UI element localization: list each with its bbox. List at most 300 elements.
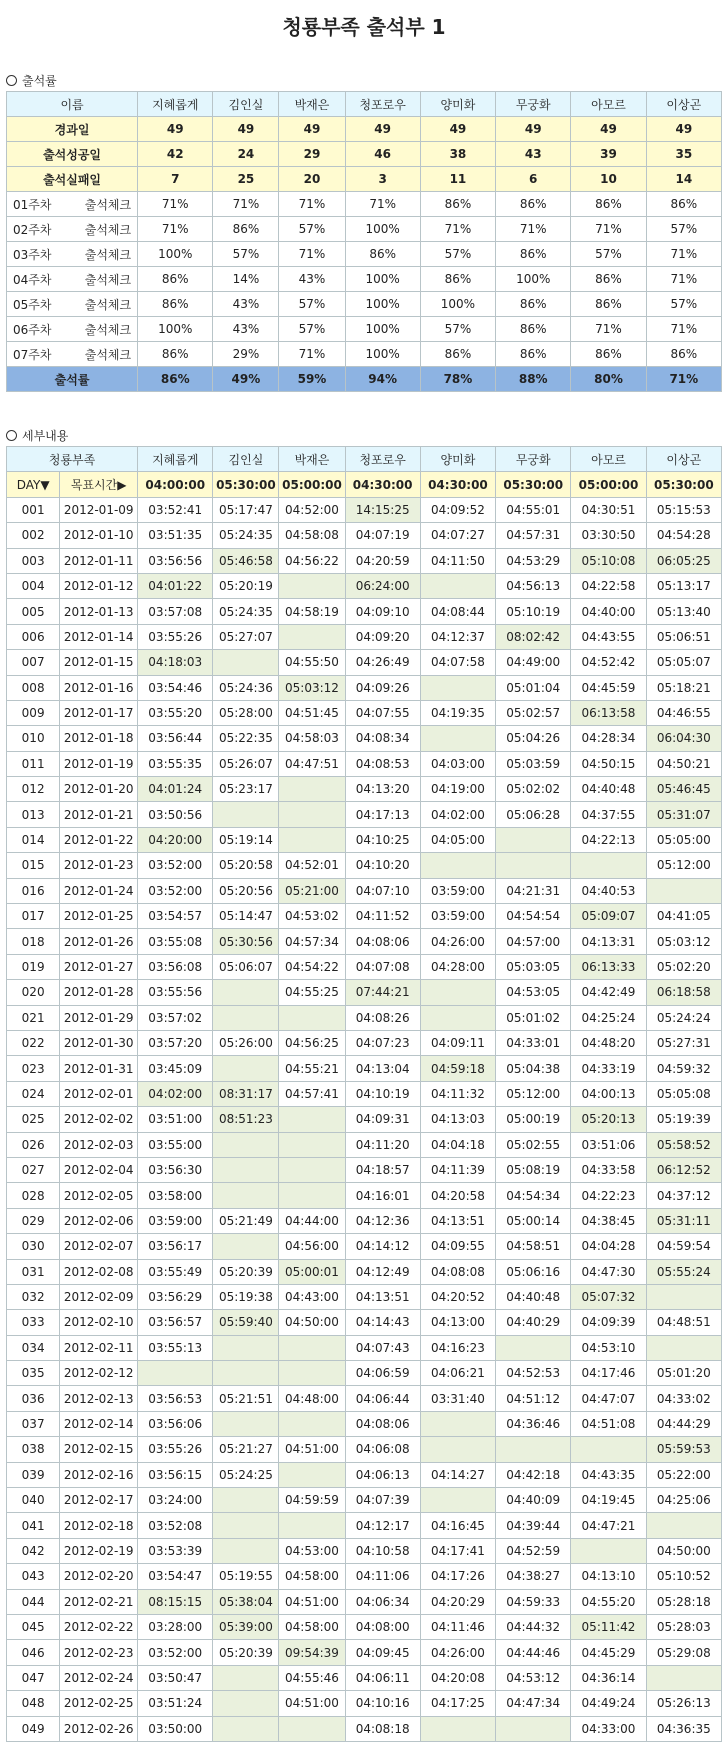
check-in-time: 03:54:47 [138, 1564, 213, 1589]
day-date: 2012-02-04 [60, 1157, 138, 1182]
check-in-time: 04:20:59 [345, 548, 420, 573]
day-number: 034 [7, 1335, 60, 1360]
week-rate: 71% [420, 217, 495, 242]
check-in-time: 04:28:00 [420, 954, 495, 979]
check-in-time: 04:57:31 [496, 523, 571, 548]
check-in-time [213, 650, 279, 675]
check-in-time: 04:40:53 [571, 878, 646, 903]
check-in-time: 04:04:18 [420, 1132, 495, 1157]
check-in-time [420, 1488, 495, 1513]
check-in-time [646, 1513, 721, 1538]
elapsed-value: 49 [138, 117, 213, 142]
check-in-time: 03:56:08 [138, 954, 213, 979]
detail-header-row [7, 447, 722, 472]
attendance-rate-value: 86% [138, 367, 213, 392]
check-in-time: 04:13:51 [345, 1284, 420, 1309]
check-in-time: 03:52:00 [138, 878, 213, 903]
check-in-time: 04:13:31 [571, 929, 646, 954]
week-rate: 100% [345, 267, 420, 292]
day-row [7, 1488, 722, 1513]
check-in-time: 04:22:13 [571, 827, 646, 852]
check-in-time: 05:06:28 [496, 802, 571, 827]
check-in-time: 04:07:55 [345, 700, 420, 725]
check-in-time: 04:38:27 [496, 1564, 571, 1589]
check-in-time: 04:55:01 [496, 497, 571, 522]
week-check-label: 출석체크 [84, 222, 132, 237]
check-in-time: 04:11:46 [420, 1614, 495, 1639]
check-in-time: 04:06:21 [420, 1361, 495, 1386]
check-in-time: 04:12:49 [345, 1259, 420, 1284]
check-in-time: 04:40:48 [571, 777, 646, 802]
day-row [7, 1056, 722, 1081]
check-in-time: 03:52:08 [138, 1513, 213, 1538]
check-in-time: 04:13:10 [571, 1564, 646, 1589]
check-in-time: 04:10:16 [345, 1691, 420, 1716]
week-check-label: 출석체크 [84, 247, 132, 262]
check-in-time: 05:21:00 [279, 878, 345, 903]
member-name-header: 지혜롭게 [138, 92, 213, 117]
week-rate: 57% [213, 242, 279, 267]
check-in-time: 04:16:45 [420, 1513, 495, 1538]
check-in-time: 03:51:06 [571, 1132, 646, 1157]
check-in-time: 04:55:21 [279, 1056, 345, 1081]
check-in-time: 06:04:30 [646, 726, 721, 751]
check-in-time: 08:15:15 [138, 1589, 213, 1614]
elapsed-value: 49 [646, 117, 721, 142]
week-rate: 100% [345, 292, 420, 317]
check-in-time: 05:04:26 [496, 726, 571, 751]
day-number: 016 [7, 878, 60, 903]
check-in-time: 04:40:09 [496, 1488, 571, 1513]
check-in-time: 05:28:03 [646, 1614, 721, 1639]
check-in-time: 08:51:23 [213, 1107, 279, 1132]
check-in-time: 04:33:02 [646, 1386, 721, 1411]
target-time: 05:00:00 [279, 472, 345, 497]
check-in-time: 04:20:00 [138, 827, 213, 852]
day-number: 032 [7, 1284, 60, 1309]
attendance-rate-value: 71% [646, 367, 721, 392]
check-in-time: 05:19:38 [213, 1284, 279, 1309]
check-in-time: 04:36:35 [646, 1716, 721, 1741]
day-date: 2012-02-22 [60, 1614, 138, 1639]
check-in-time: 05:18:21 [646, 675, 721, 700]
day-number: 031 [7, 1259, 60, 1284]
check-in-time: 06:24:00 [345, 573, 420, 598]
day-row [7, 675, 722, 700]
elapsed-value: 49 [213, 117, 279, 142]
check-in-time: 04:08:44 [420, 599, 495, 624]
check-in-time: 03:56:29 [138, 1284, 213, 1309]
week-check-label: 출석체크 [84, 322, 132, 337]
success-value: 38 [420, 142, 495, 167]
check-in-time [279, 1157, 345, 1182]
check-in-time: 05:26:13 [646, 1691, 721, 1716]
check-in-time: 05:21:51 [213, 1386, 279, 1411]
day-row [7, 1234, 722, 1259]
member-name-header: 청포로우 [345, 92, 420, 117]
check-in-time: 04:03:00 [420, 751, 495, 776]
check-in-time: 04:13:20 [345, 777, 420, 802]
check-in-time: 05:13:40 [646, 599, 721, 624]
check-in-time: 04:06:59 [345, 1361, 420, 1386]
check-in-time: 05:24:24 [646, 1005, 721, 1030]
check-in-time: 04:07:10 [345, 878, 420, 903]
check-in-time [646, 1284, 721, 1309]
day-row [7, 1513, 722, 1538]
day-row [7, 1259, 722, 1284]
day-date: 2012-01-27 [60, 954, 138, 979]
check-in-time: 05:46:45 [646, 777, 721, 802]
day-row [7, 726, 722, 751]
week-check-label: 출석체크 [84, 347, 132, 362]
check-in-time: 04:47:07 [571, 1386, 646, 1411]
check-in-time: 04:39:44 [496, 1513, 571, 1538]
day-number: 013 [7, 802, 60, 827]
check-in-time: 04:08:06 [345, 1411, 420, 1436]
success-value: 24 [213, 142, 279, 167]
elapsed-row [7, 117, 722, 142]
check-in-time: 03:28:00 [138, 1614, 213, 1639]
fail-value: 10 [571, 167, 646, 192]
day-row [7, 1208, 722, 1233]
check-in-time: 04:09:20 [345, 624, 420, 649]
check-in-time [213, 802, 279, 827]
check-in-time: 05:21:49 [213, 1208, 279, 1233]
check-in-time: 04:16:23 [420, 1335, 495, 1360]
check-in-time: 04:19:35 [420, 700, 495, 725]
check-in-time [496, 827, 571, 852]
check-in-time: 04:09:52 [420, 497, 495, 522]
check-in-time: 03:56:53 [138, 1386, 213, 1411]
check-in-time: 03:56:57 [138, 1310, 213, 1335]
check-in-time: 04:38:45 [571, 1208, 646, 1233]
check-in-time: 04:10:58 [345, 1538, 420, 1563]
week-label [7, 217, 138, 242]
check-in-time: 04:21:31 [496, 878, 571, 903]
fail-value: 20 [279, 167, 345, 192]
day-number: 019 [7, 954, 60, 979]
week-row [7, 317, 722, 342]
check-in-time: 05:15:53 [646, 497, 721, 522]
day-row [7, 1107, 722, 1132]
attendance-rate-value: 88% [496, 367, 571, 392]
day-date: 2012-01-19 [60, 751, 138, 776]
check-in-time [279, 1513, 345, 1538]
day-row [7, 1310, 722, 1335]
day-date: 2012-01-15 [60, 650, 138, 675]
elapsed-value: 49 [279, 117, 345, 142]
check-in-time: 04:51:00 [279, 1691, 345, 1716]
day-number: 024 [7, 1081, 60, 1106]
summary-table [6, 91, 722, 392]
day-number: 008 [7, 675, 60, 700]
check-in-time: 04:00:13 [571, 1081, 646, 1106]
day-number: 023 [7, 1056, 60, 1081]
day-number: 046 [7, 1640, 60, 1665]
day-date: 2012-01-12 [60, 573, 138, 598]
day-row [7, 573, 722, 598]
day-row [7, 1462, 722, 1487]
day-date: 2012-02-20 [60, 1564, 138, 1589]
check-in-time: 04:51:45 [279, 700, 345, 725]
check-in-time: 03:31:40 [420, 1386, 495, 1411]
check-in-time: 04:14:27 [420, 1462, 495, 1487]
week-label [7, 242, 138, 267]
check-in-time: 04:52:53 [496, 1361, 571, 1386]
day-date: 2012-02-25 [60, 1691, 138, 1716]
day-date: 2012-01-28 [60, 980, 138, 1005]
check-in-time: 04:56:22 [279, 548, 345, 573]
day-date: 2012-01-11 [60, 548, 138, 573]
week-rate: 57% [646, 292, 721, 317]
check-in-time: 04:13:04 [345, 1056, 420, 1081]
check-in-time: 04:51:00 [279, 1589, 345, 1614]
day-row [7, 980, 722, 1005]
week-label [7, 342, 138, 367]
check-in-time: 04:36:14 [571, 1665, 646, 1690]
check-in-time: 04:44:32 [496, 1614, 571, 1639]
check-in-time [420, 1005, 495, 1030]
week-rate: 71% [279, 342, 345, 367]
elapsed-value: 49 [345, 117, 420, 142]
check-in-time [571, 1538, 646, 1563]
check-in-time: 04:45:59 [571, 675, 646, 700]
check-in-time [279, 1107, 345, 1132]
week-rate: 100% [138, 242, 213, 267]
day-date: 2012-01-09 [60, 497, 138, 522]
day-number: 017 [7, 904, 60, 929]
day-date: 2012-02-19 [60, 1538, 138, 1563]
check-in-time: 04:59:59 [279, 1488, 345, 1513]
day-row [7, 1614, 722, 1639]
day-date: 2012-02-21 [60, 1589, 138, 1614]
success-value: 42 [138, 142, 213, 167]
check-in-time: 04:07:27 [420, 523, 495, 548]
member-name-header: 양미화 [420, 92, 495, 117]
day-row [7, 929, 722, 954]
check-in-time: 04:54:34 [496, 1183, 571, 1208]
check-in-time: 04:55:25 [279, 980, 345, 1005]
check-in-time: 06:13:58 [571, 700, 646, 725]
day-number: 011 [7, 751, 60, 776]
day-date: 2012-01-17 [60, 700, 138, 725]
check-in-time: 04:26:00 [420, 929, 495, 954]
check-in-time: 04:17:25 [420, 1691, 495, 1716]
day-row [7, 548, 722, 573]
check-in-time: 03:50:00 [138, 1716, 213, 1741]
check-in-time [279, 1462, 345, 1487]
check-in-time: 05:31:11 [646, 1208, 721, 1233]
check-in-time [646, 1335, 721, 1360]
check-in-time: 06:12:52 [646, 1157, 721, 1182]
check-in-time: 04:41:05 [646, 904, 721, 929]
check-in-time: 04:51:08 [571, 1411, 646, 1436]
day-row [7, 700, 722, 725]
check-in-time: 04:42:18 [496, 1462, 571, 1487]
check-in-time: 04:11:50 [420, 548, 495, 573]
check-in-time [420, 980, 495, 1005]
week-check-label: 출석체크 [84, 197, 132, 212]
day-row [7, 1716, 722, 1741]
check-in-time: 05:04:38 [496, 1056, 571, 1081]
check-in-time [213, 1361, 279, 1386]
member-name-header: 지혜롭게 [138, 447, 213, 472]
check-in-time: 03:55:08 [138, 929, 213, 954]
week-rate: 71% [646, 242, 721, 267]
check-in-time: 05:03:12 [646, 929, 721, 954]
week-rate: 71% [345, 192, 420, 217]
day-date: 2012-01-29 [60, 1005, 138, 1030]
check-in-time: 03:52:00 [138, 853, 213, 878]
check-in-time: 04:50:15 [571, 751, 646, 776]
week-rate: 100% [345, 317, 420, 342]
check-in-time: 04:58:03 [279, 726, 345, 751]
week-rate: 57% [420, 317, 495, 342]
check-in-time: 04:16:01 [345, 1183, 420, 1208]
check-in-time: 04:50:21 [646, 751, 721, 776]
check-in-time: 05:31:07 [646, 802, 721, 827]
day-date: 2012-01-25 [60, 904, 138, 929]
week-label [7, 292, 138, 317]
target-time: 04:30:00 [345, 472, 420, 497]
target-time-label: 목표시간▶ [60, 472, 138, 497]
check-in-time: 04:55:20 [571, 1589, 646, 1614]
check-in-time: 03:58:00 [138, 1183, 213, 1208]
check-in-time: 03:59:00 [138, 1208, 213, 1233]
day-row [7, 1665, 722, 1690]
check-in-time: 04:40:00 [571, 599, 646, 624]
check-in-time: 05:29:08 [646, 1640, 721, 1665]
check-in-time: 05:58:52 [646, 1132, 721, 1157]
week-rate: 86% [571, 267, 646, 292]
check-in-time: 04:17:13 [345, 802, 420, 827]
name-header: 이름 [7, 92, 138, 117]
attendance-rate-row [7, 367, 722, 392]
check-in-time: 05:26:00 [213, 1030, 279, 1055]
day-date: 2012-01-21 [60, 802, 138, 827]
check-in-time: 04:09:10 [345, 599, 420, 624]
day-row [7, 1386, 722, 1411]
check-in-time: 04:01:22 [138, 573, 213, 598]
check-in-time: 04:08:34 [345, 726, 420, 751]
week-rate: 100% [496, 267, 571, 292]
fail-value: 14 [646, 167, 721, 192]
target-time: 04:00:00 [138, 472, 213, 497]
check-in-time: 04:43:35 [571, 1462, 646, 1487]
check-in-time: 04:43:00 [279, 1284, 345, 1309]
week-rate: 86% [571, 192, 646, 217]
check-in-time: 04:18:03 [138, 650, 213, 675]
target-time: 05:30:00 [646, 472, 721, 497]
check-in-time: 05:22:00 [646, 1462, 721, 1487]
week-rate: 86% [420, 192, 495, 217]
check-in-time: 04:53:10 [571, 1335, 646, 1360]
check-in-time: 09:54:39 [279, 1640, 345, 1665]
week-label [7, 192, 138, 217]
check-in-time [496, 1335, 571, 1360]
day-row [7, 777, 722, 802]
check-in-time [279, 1335, 345, 1360]
week-rate: 57% [646, 217, 721, 242]
check-in-time: 04:47:21 [571, 1513, 646, 1538]
check-in-time [496, 853, 571, 878]
day-date: 2012-01-30 [60, 1030, 138, 1055]
week-rate: 57% [571, 242, 646, 267]
check-in-time: 03:52:00 [138, 1640, 213, 1665]
check-in-time: 04:02:00 [138, 1081, 213, 1106]
fail-value: 3 [345, 167, 420, 192]
check-in-time: 04:40:48 [496, 1284, 571, 1309]
check-in-time: 04:58:00 [279, 1614, 345, 1639]
week-rate: 71% [279, 192, 345, 217]
check-in-time: 04:19:00 [420, 777, 495, 802]
day-number: 029 [7, 1208, 60, 1233]
day-number: 020 [7, 980, 60, 1005]
check-in-time: 04:53:12 [496, 1665, 571, 1690]
check-in-time: 04:06:34 [345, 1589, 420, 1614]
day-date: 2012-01-10 [60, 523, 138, 548]
member-name-header: 아모르 [571, 92, 646, 117]
week-rate: 43% [279, 267, 345, 292]
check-in-time: 04:30:51 [571, 497, 646, 522]
check-in-time: 05:05:00 [646, 827, 721, 852]
check-in-time: 04:08:00 [345, 1614, 420, 1639]
check-in-time: 04:09:26 [345, 675, 420, 700]
check-in-time: 05:26:07 [213, 751, 279, 776]
check-in-time [279, 1005, 345, 1030]
day-date: 2012-02-18 [60, 1513, 138, 1538]
attendance-rate-value: 49% [213, 367, 279, 392]
check-in-time: 04:51:00 [279, 1437, 345, 1462]
check-in-time: 05:59:40 [213, 1310, 279, 1335]
check-in-time: 04:17:46 [571, 1361, 646, 1386]
day-row [7, 1564, 722, 1589]
elapsed-value: 49 [571, 117, 646, 142]
day-date: 2012-02-12 [60, 1361, 138, 1386]
week-rate: 86% [420, 342, 495, 367]
day-number: 044 [7, 1589, 60, 1614]
check-in-time: 04:07:39 [345, 1488, 420, 1513]
check-in-time: 05:20:19 [213, 573, 279, 598]
member-name-header: 무궁화 [496, 92, 571, 117]
day-date: 2012-02-07 [60, 1234, 138, 1259]
day-number: 036 [7, 1386, 60, 1411]
check-in-time: 04:33:00 [571, 1716, 646, 1741]
day-number: 028 [7, 1183, 60, 1208]
check-in-time [213, 1005, 279, 1030]
success-value: 35 [646, 142, 721, 167]
check-in-time: 04:47:30 [571, 1259, 646, 1284]
check-in-time: 04:08:18 [345, 1716, 420, 1741]
tribe-header: 청룡부족 [7, 447, 138, 472]
day-number: 042 [7, 1538, 60, 1563]
check-in-time: 05:46:58 [213, 548, 279, 573]
check-in-time [138, 1361, 213, 1386]
check-in-time: 05:21:27 [213, 1437, 279, 1462]
check-in-time: 05:02:55 [496, 1132, 571, 1157]
member-name-header: 박재은 [279, 92, 345, 117]
check-in-time: 03:55:26 [138, 624, 213, 649]
check-in-time: 03:59:00 [420, 904, 495, 929]
day-row [7, 853, 722, 878]
week-rate: 57% [279, 292, 345, 317]
detail-section-title [0, 426, 728, 446]
check-in-time: 05:30:56 [213, 929, 279, 954]
check-in-time: 04:20:58 [420, 1183, 495, 1208]
day-number: 012 [7, 777, 60, 802]
check-in-time: 05:24:25 [213, 1462, 279, 1487]
check-in-time: 05:20:39 [213, 1640, 279, 1665]
